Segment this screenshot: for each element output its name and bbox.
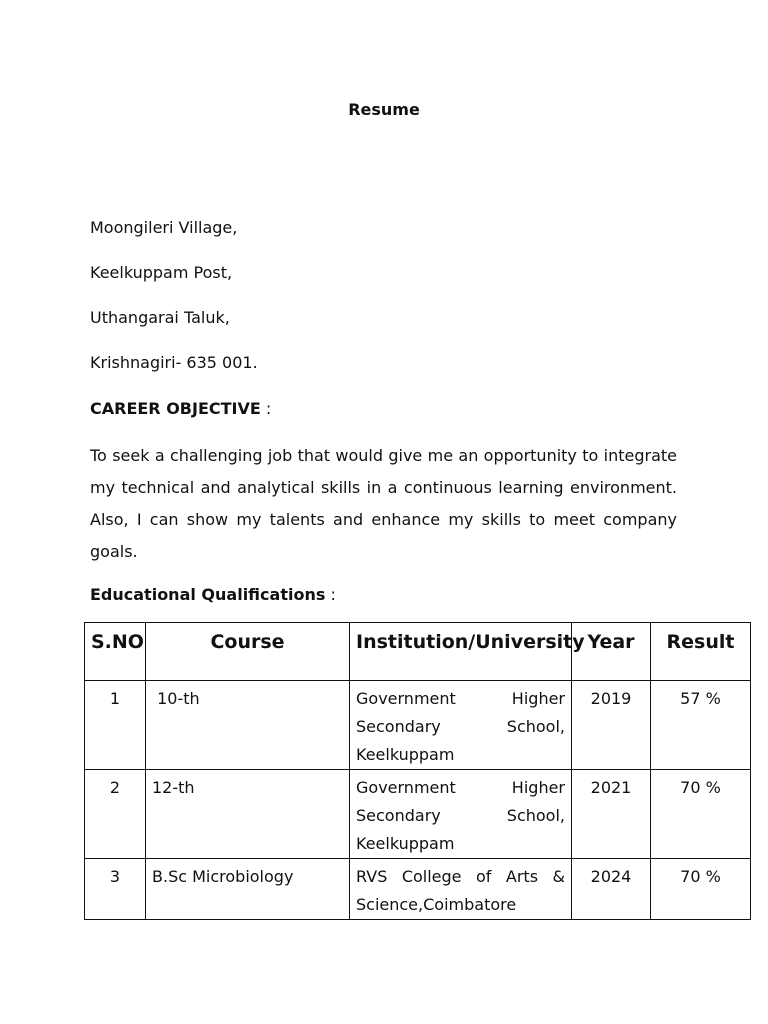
address-line-1: Moongileri Village, — [90, 218, 238, 237]
cell-sno: 1 — [85, 681, 146, 770]
cell-institution — [350, 770, 572, 859]
table-row — [85, 859, 751, 920]
col-header-year: Year — [572, 623, 651, 681]
cell-sno: 2 — [85, 770, 146, 859]
cell-institution — [350, 859, 572, 920]
cell-sno: 3 — [85, 859, 146, 920]
institution-line-1: Government Higher — [356, 689, 565, 708]
table-header-row — [85, 623, 751, 681]
col-header-sno: S.NO — [85, 623, 146, 681]
career-objective-heading — [90, 399, 271, 419]
education-heading — [90, 585, 336, 605]
cell-result: 70 % — [651, 859, 751, 920]
education-table — [84, 622, 751, 920]
career-objective-colon: : — [260, 399, 272, 418]
table-row — [85, 681, 751, 770]
address-line-3: Uthangarai Taluk, — [90, 308, 230, 327]
col-header-institution: Institution/University — [350, 623, 572, 681]
career-objective-text: To seek a challenging job that would give me an opportunity to integrate my technical and analytical skills in a continuous learning environment. Also, I can show my talents and enhance my skills to meet company goals. — [90, 446, 677, 561]
cell-course: B.Sc Microbiology — [146, 859, 350, 920]
cell-institution — [350, 681, 572, 770]
institution-line-rest: Secondary School, Keelkuppam — [356, 717, 565, 764]
col-header-result: Result — [651, 623, 751, 681]
institution-line-rest: Science,Coimbatore — [356, 895, 517, 914]
cell-result: 70 % — [651, 770, 751, 859]
cell-course: 12-th — [146, 770, 350, 859]
education-colon: : — [325, 585, 336, 604]
cell-course: 10-th — [146, 681, 350, 770]
institution-line-rest: Secondary School, Keelkuppam — [356, 806, 565, 853]
education-label: Educational Qualifications — [90, 585, 326, 604]
cell-year: 2019 — [572, 681, 651, 770]
table-row — [85, 770, 751, 859]
col-header-course: Course — [146, 623, 350, 681]
career-objective-label: CAREER OBJECTIVE — [90, 399, 261, 418]
document-title: Resume — [348, 100, 420, 119]
cell-year: 2024 — [572, 859, 651, 920]
institution-line-1: Government Higher — [356, 778, 565, 797]
cell-result: 57 % — [651, 681, 751, 770]
address-line-2: Keelkuppam Post, — [90, 263, 233, 282]
address-line-4: Krishnagiri- 635 001. — [90, 353, 258, 372]
institution-line-1: RVS College of Arts & — [356, 867, 565, 886]
cell-year: 2021 — [572, 770, 651, 859]
